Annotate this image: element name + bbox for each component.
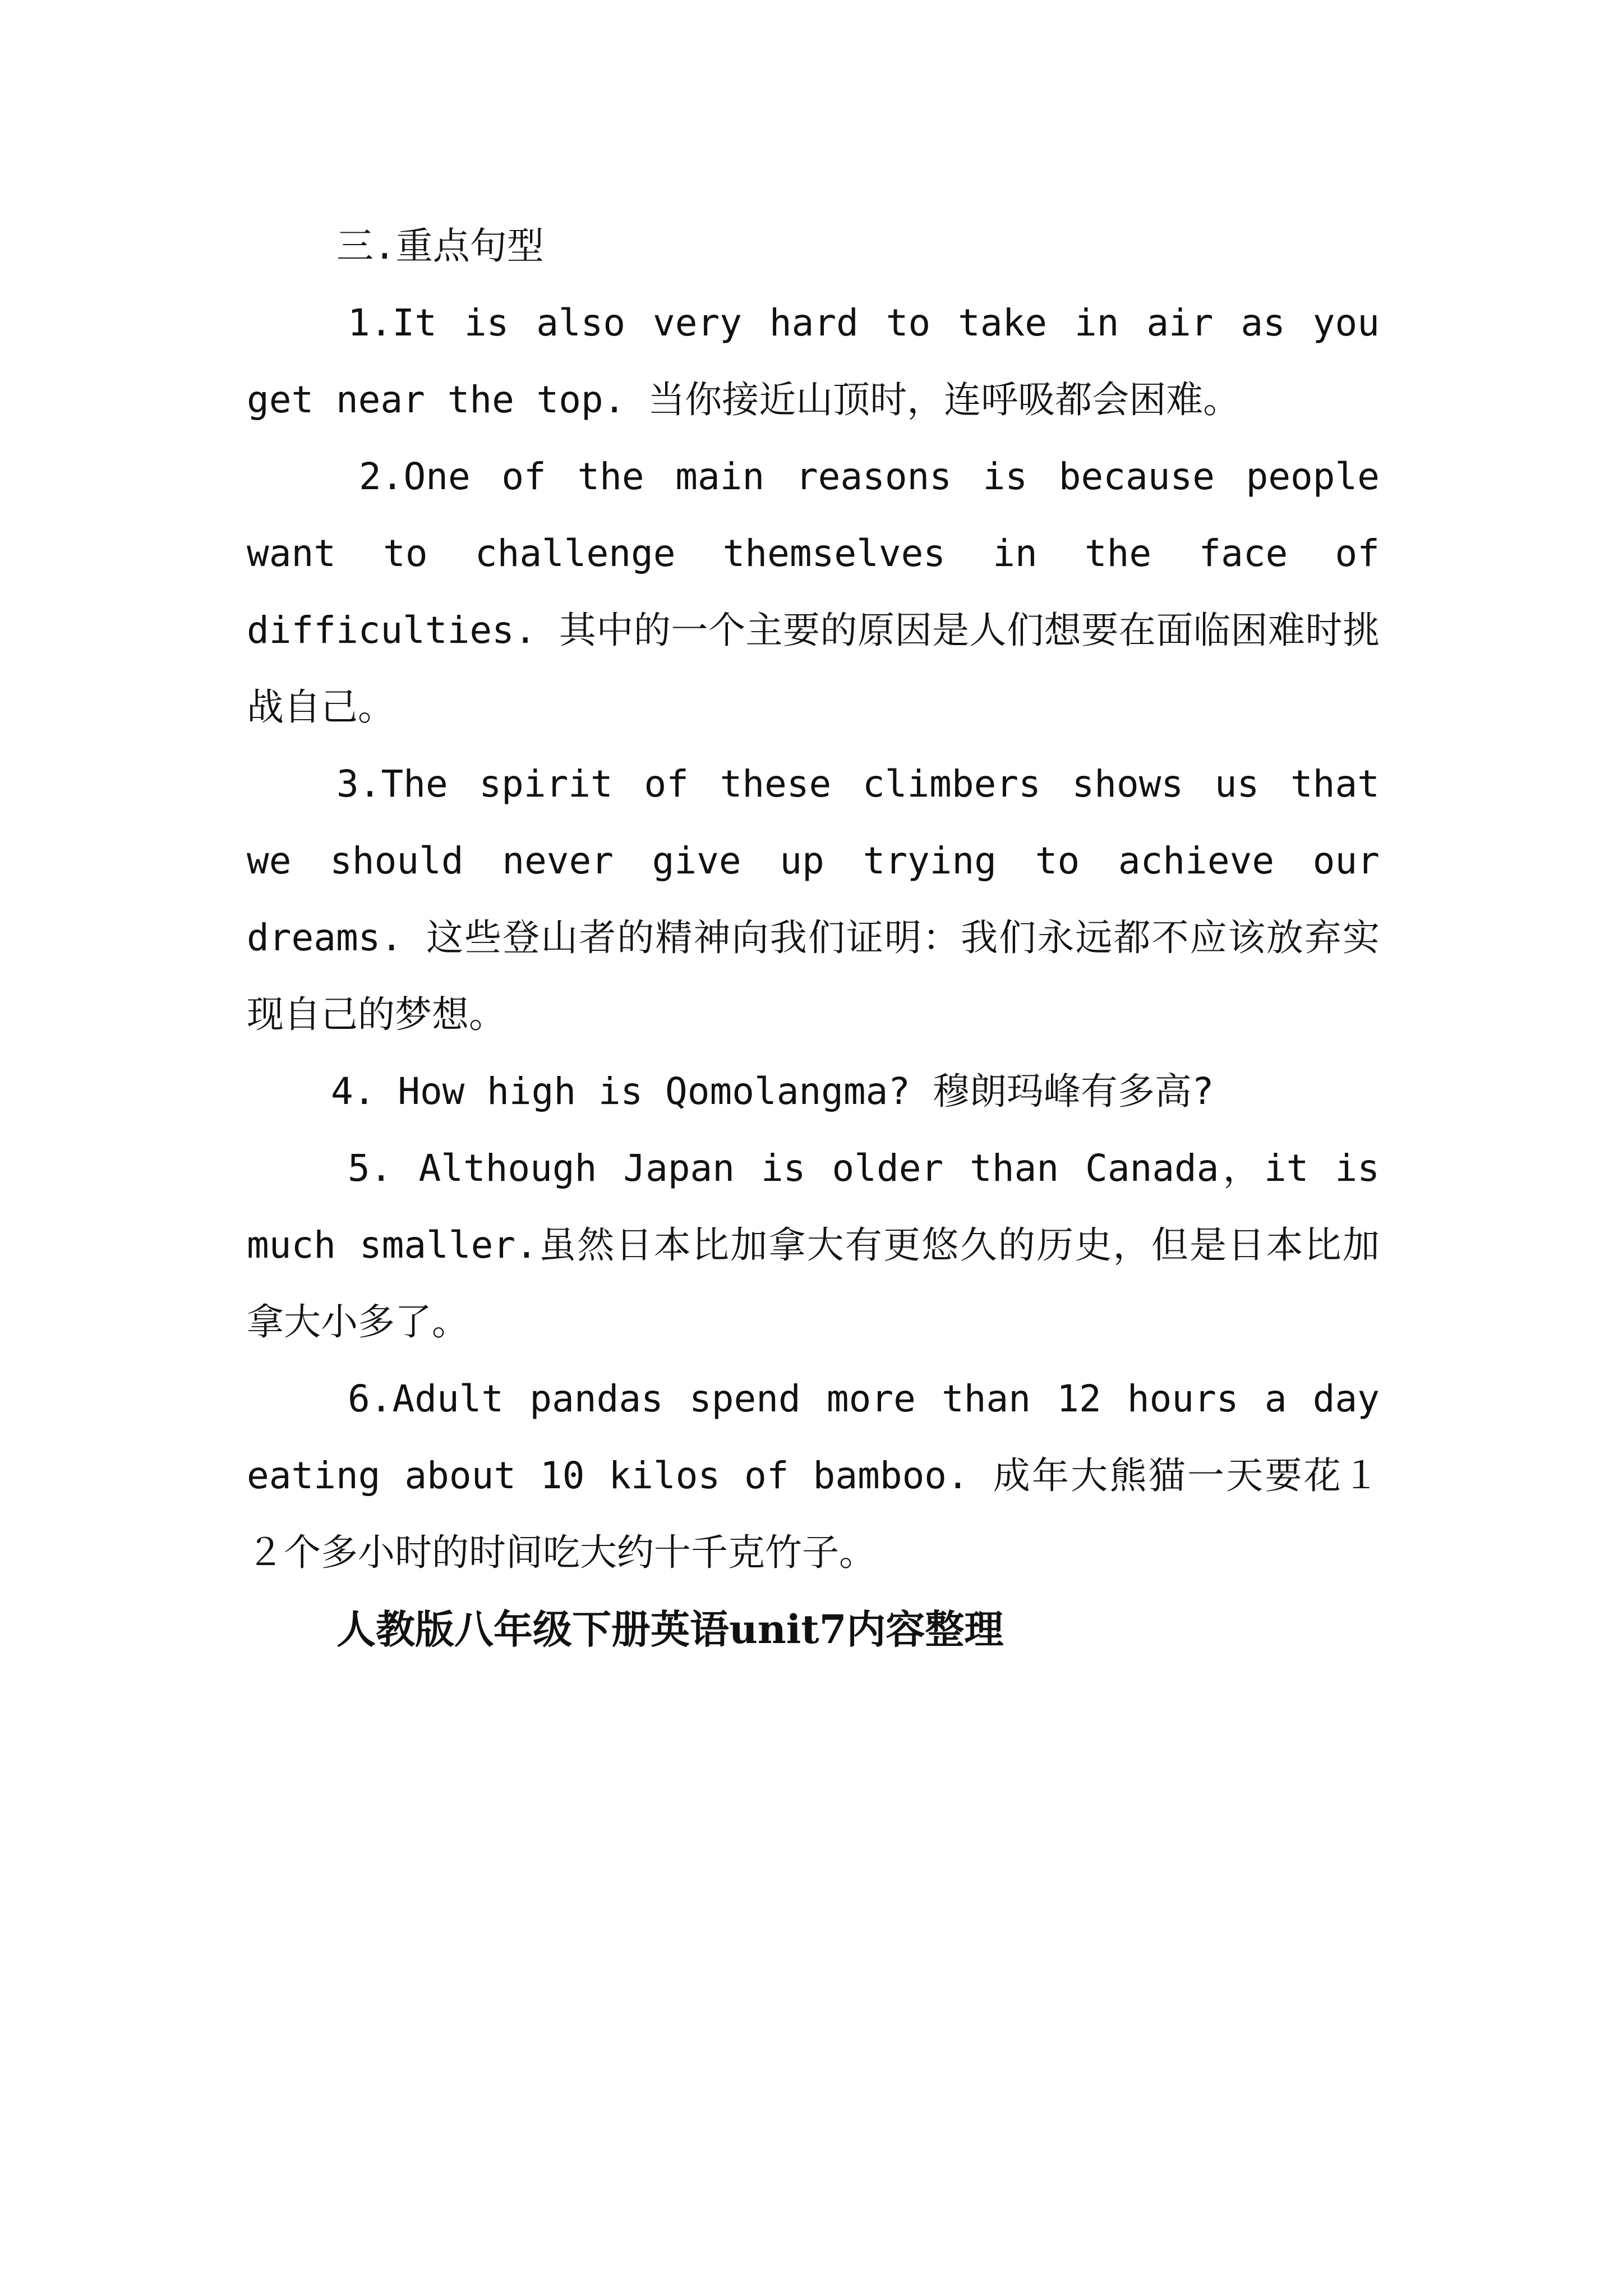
section-title: 三.重点句型 xyxy=(336,224,544,268)
sentence-5: 5. Although Japan is older than Canada，it is much smaller.虽然日本比加拿大有更悠久的历史，但是日本比加拿大小多了。 xyxy=(247,1147,1380,1343)
sentence-1: 1.It is also very hard to take in air as you get near the top. 当你接近山顶时，连呼吸都会困难。 xyxy=(247,301,1380,421)
sentence-4: 4. How high is Qomolangma? 穆朗玛峰有多高? xyxy=(331,1070,1214,1113)
sentence-6: 6.Adult pandas spend more than 12 hours a day eating about 10 kilos of bamboo. 成年大熊猫一天要花１２个多小时的时间吃大约十千克竹子。 xyxy=(247,1377,1380,1574)
sentence-3: 3.The spirit of these climbers shows us that we should never give up trying to achieve our dreams. 这些登山者的精神向我们证明：我们永远都不应该放弃实现自己的梦想。 xyxy=(247,762,1380,1036)
sentence-2: 2.One of the main reasons is because people want to challenge themselves in the face of difficulties. 其中的一个主要的原因是人们想要在面临困难时挑战自己。 xyxy=(247,455,1380,729)
footer-title: 人教版八年级下册英语unit7内容整理 xyxy=(336,1606,1004,1653)
document-body xyxy=(247,208,1380,1668)
